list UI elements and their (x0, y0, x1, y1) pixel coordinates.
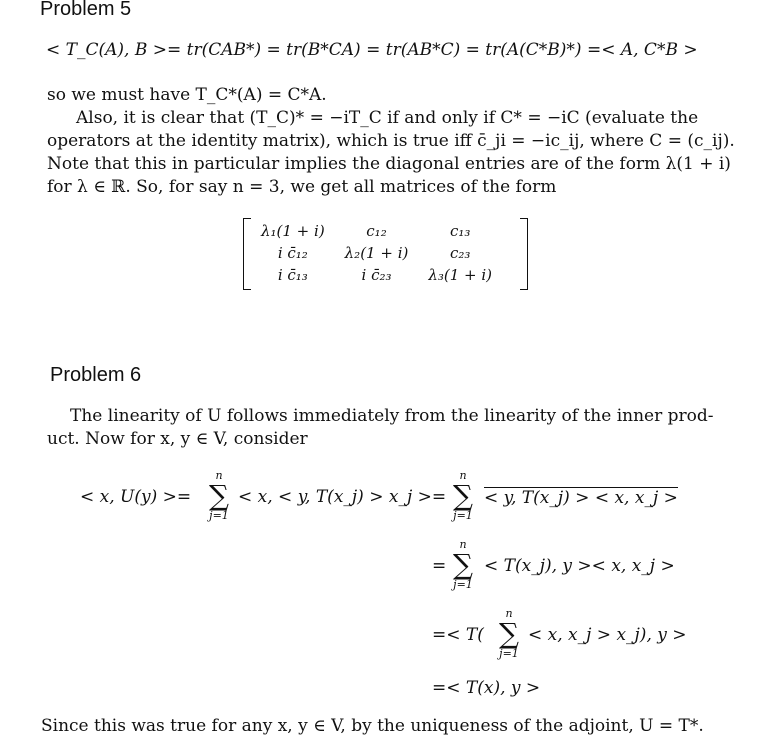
sum-lower-limit: j=1 (453, 509, 473, 522)
problem-5-line-5: for λ ∈ ℝ. So, for say n = 3, we get all matrices of the form (47, 177, 557, 197)
sum-lower-limit: j=1 (499, 647, 519, 660)
problem-6-conclusion: Since this was true for any x, y ∈ V, by the uniqueness of the adjoint, U = T*. (41, 716, 704, 736)
equation-4: =< T(x), y > (432, 678, 541, 698)
summation-3 (448, 539, 478, 591)
problem-5-line-2: Also, it is clear that (T_C)* = −iT_C if and only if C* = −iC (evaluate the (76, 108, 699, 128)
sum-upper-limit: n (505, 607, 513, 620)
matrix-row (251, 264, 502, 286)
matrix-cell: c₂₃ (449, 244, 471, 262)
sum-sigma: ∑ (453, 548, 473, 581)
equation-1-middle: < x, < y, T(x_j) > x_j >= (238, 487, 447, 507)
sum-lower-limit: j=1 (453, 578, 473, 591)
problem-6-heading: Problem 6 (50, 364, 142, 386)
equation-2-right: < T(x_j), y >< x, x_j > (484, 556, 675, 576)
matrix-cell: λ₁(1 + i) (261, 222, 325, 240)
sum-sigma: ∑ (209, 479, 229, 512)
problem-6-line-1: The linearity of U follows immediately from the linearity of the inner prod- (70, 406, 714, 426)
problem-5-equation: < T_C(A), B >= tr(CAB*) = tr(B*CA) = tr(AB*C) = tr(A(C*B)*) =< A, C*B > (46, 40, 698, 60)
sum-lower-limit: j=1 (209, 509, 229, 522)
matrix-right-bracket (520, 218, 528, 290)
equation-3-left: =< T( (432, 625, 484, 645)
problem-6-line-2: uct. Now for x, y ∈ V, consider (47, 429, 308, 449)
problem-5-line-1: so we must have T_C*(A) = C*A. (47, 85, 327, 105)
matrix-block (243, 218, 528, 288)
sum-upper-limit: n (459, 538, 467, 551)
matrix-left-bracket (243, 218, 251, 290)
problem-5-heading: Problem 5 (40, 0, 132, 20)
equation-lhs: < x, U(y) >= (80, 487, 192, 507)
equals-sign: = (432, 556, 447, 576)
sum-sigma: ∑ (499, 617, 519, 650)
summation-1 (204, 470, 234, 522)
matrix-cell: i c̄₂₃ (361, 266, 392, 284)
matrix-cell: i c̄₁₃ (277, 266, 308, 284)
matrix-cell: λ₃(1 + i) (428, 266, 493, 284)
sum-upper-limit: n (459, 469, 467, 482)
matrix-row (251, 242, 502, 264)
problem-5-line-4: Note that this in particular implies the diagonal entries are of the form λ(1 + i) (47, 154, 731, 174)
matrix-cell: c₁₃ (449, 222, 471, 240)
matrix-row (251, 220, 502, 242)
matrix-cell: c₁₂ (366, 222, 387, 240)
equation-1-right: < y, T(x_j) > < x, x_j > (484, 488, 678, 508)
problem-5-line-3: operators at the identity matrix), which is true iff c̄_ji = −ic_ij, where C = (c_ij). (47, 131, 735, 151)
matrix-cell: λ₂(1 + i) (344, 244, 409, 262)
summation-2 (448, 470, 478, 522)
equation-3-right: < x, x_j > x_j), y > (528, 625, 687, 645)
summation-4 (494, 608, 524, 660)
matrix-cell: i c̄₁₂ (277, 244, 308, 262)
sum-upper-limit: n (215, 469, 223, 482)
sum-sigma: ∑ (453, 479, 473, 512)
matrix-table (251, 220, 502, 286)
